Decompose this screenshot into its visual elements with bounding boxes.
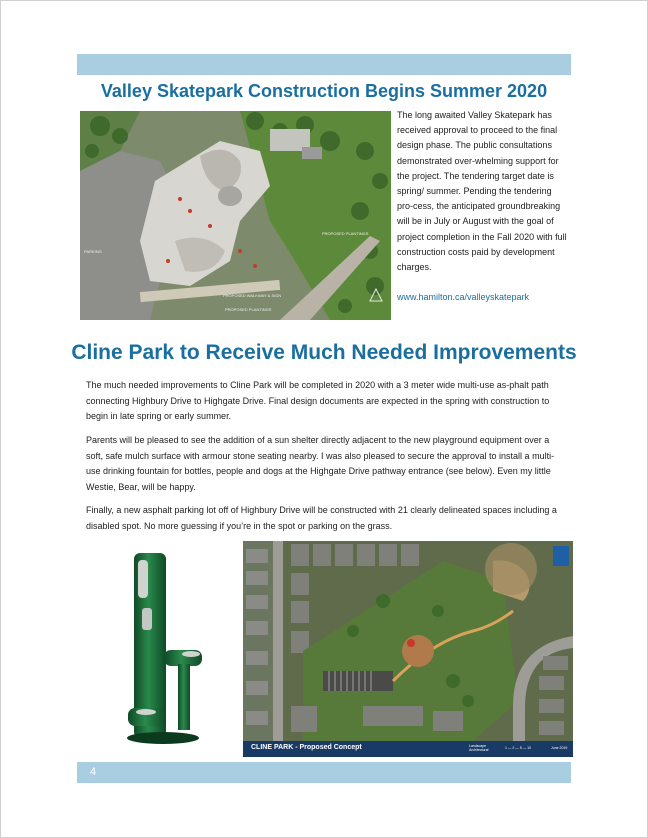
drinking-fountain-image (118, 548, 218, 748)
skatepark-body-text: The long awaited Valley Skatepark has received approval to proceed to the final design phase. The public consultations demonstrated over-whelming support for the project. The tendering target date is spring/ summer. Pending the tendering pro-cess, the anticipated groundbreaking will be in July or August with the goal of project completion in the Fall 2020 with full construction costs paid by development charges. (397, 110, 567, 273)
plan-firm: Landscape Architectural (469, 744, 489, 752)
plan-caption: CLINE PARK - Proposed Concept (251, 744, 362, 751)
plan-label-plantings-1: PROPOSED PLANTINGS (322, 231, 369, 236)
plan-date: June 2019 (551, 746, 568, 750)
skatepark-link[interactable]: www.hamilton.ca/valleyskatepark (397, 292, 530, 302)
cline-paragraph-3: Finally, a new asphalt parking lot off of Highbury Drive will be constructed with 21 clearly delineated spaces including a disabled spot. No more guessing if you’re in the spot or parking on the grass. (86, 505, 557, 531)
plan-label-parking: PARKING (84, 249, 102, 254)
footer-band (77, 762, 571, 783)
plan-scale: 1 — 2 — 5 — 10 (505, 746, 532, 750)
plan-label-walkway: PROPOSED WALKWAY & SIGN (223, 293, 282, 298)
page-number: 4 (90, 766, 97, 778)
header-band (77, 54, 571, 75)
cline-paragraph-1: The much needed improvements to Cline Park will be completed in 2020 with a 3 meter wide multi-use as-phalt path connecting Highbury Drive to Highgate Drive. Final design documents are expected in the spring with construction to begin in late spring or early summer. (86, 380, 550, 421)
skatepark-heading: Valley Skatepark Construction Begins Summer 2020 (100, 81, 548, 101)
skatepark-site-plan (80, 111, 391, 320)
plan-label-plantings-2: PROPOSED PLANTINGS (225, 307, 272, 312)
cline-park-heading: Cline Park to Receive Much Needed Improvements (71, 341, 577, 364)
cline-park-concept-plan (243, 541, 573, 757)
cline-paragraph-2: Parents will be pleased to see the addition of a sun shelter directly adjacent to the new playground equipment over a soft, safe mulch surface with armour stone seating nearby. I was also pleased to secure the approval to install a multi-use drinking fountain for bottles, people and dogs at the Highgate Drive pathway entrance (see below). Even my little Westie, Bear, will be happy. (86, 435, 555, 492)
